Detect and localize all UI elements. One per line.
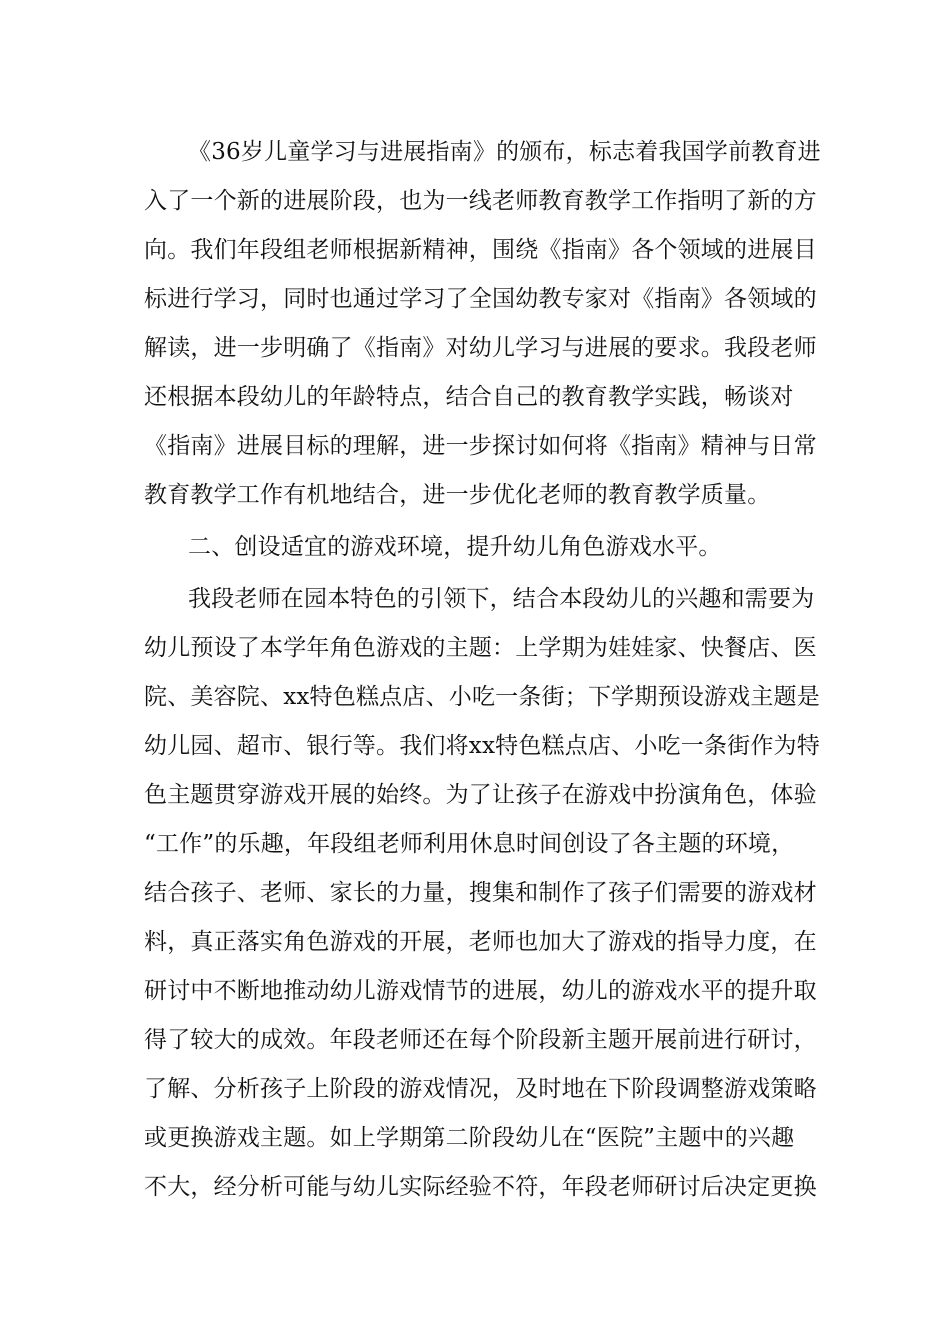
- text-line: 或更换游戏主题。如上学期第二阶段幼儿在“医院”主题中的兴趣: [144, 1125, 795, 1151]
- text-line: 了解、分析孩子上阶段的游戏情况，及时地在下阶段调整游戏策略: [144, 1076, 817, 1102]
- text-line: 向。我们年段组老师根据新精神，围绕《指南》各个领域的进展目: [144, 237, 817, 263]
- text-line: 标进行学习，同时也通过学习了全国幼教专家对《指南》各领域的: [144, 286, 817, 312]
- text-line: 《36岁儿童学习与进展指南》的颁布，标志着我国学前教育进: [188, 139, 821, 165]
- text-line: 得了较大的成效。年段老师还在每个阶段新主题开展前进行研讨，: [144, 1027, 817, 1053]
- section-heading: 二、创设适宜的游戏环境，提升幼儿角色游戏水平。: [188, 534, 722, 560]
- text-line: 不大，经分析可能与幼儿实际经验不符，年段老师研讨后决定更换: [144, 1174, 817, 1200]
- text-line: 解读，进一步明确了《指南》对幼儿学习与进展的要求。我段老师: [144, 335, 817, 361]
- text-line: 结合孩子、老师、家长的力量，搜集和制作了孩子们需要的游戏材: [144, 880, 817, 906]
- text-line: 幼儿预设了本学年角色游戏的主题：上学期为娃娃家、快餐店、医: [144, 635, 817, 661]
- text-line: 幼儿园、超市、银行等。我们将xx特色糕点店、小吃一条街作为特: [144, 733, 820, 759]
- text-line: 还根据本段幼儿的年龄特点，结合自己的教育教学实践，畅谈对: [144, 384, 794, 410]
- text-line: 我段老师在园本特色的引领下，结合本段幼儿的兴趣和需要为: [188, 586, 815, 612]
- text-line: 料，真正落实角色游戏的开展，老师也加大了游戏的指导力度，在: [144, 929, 817, 955]
- text-line: 色主题贯穿游戏开展的始终。为了让孩子在游戏中扮演角色，体验: [144, 782, 817, 808]
- text-line: 研讨中不断地推动幼儿游戏情节的进展，幼儿的游戏水平的提升取: [144, 978, 817, 1004]
- text-line: “工作”的乐趣，年段组老师利用休息时间创设了各主题的环境，: [144, 831, 795, 857]
- text-line: 入了一个新的进展阶段，也为一线老师教育教学工作指明了新的方: [144, 188, 817, 214]
- text-line: 《指南》进展目标的理解，进一步探讨如何将《指南》精神与日常: [144, 433, 817, 459]
- text-line: 教育教学工作有机地结合，进一步优化老师的教育教学质量。: [144, 482, 771, 508]
- text-line: 院、美容院、xx特色糕点店、小吃一条街；下学期预设游戏主题是: [144, 684, 820, 710]
